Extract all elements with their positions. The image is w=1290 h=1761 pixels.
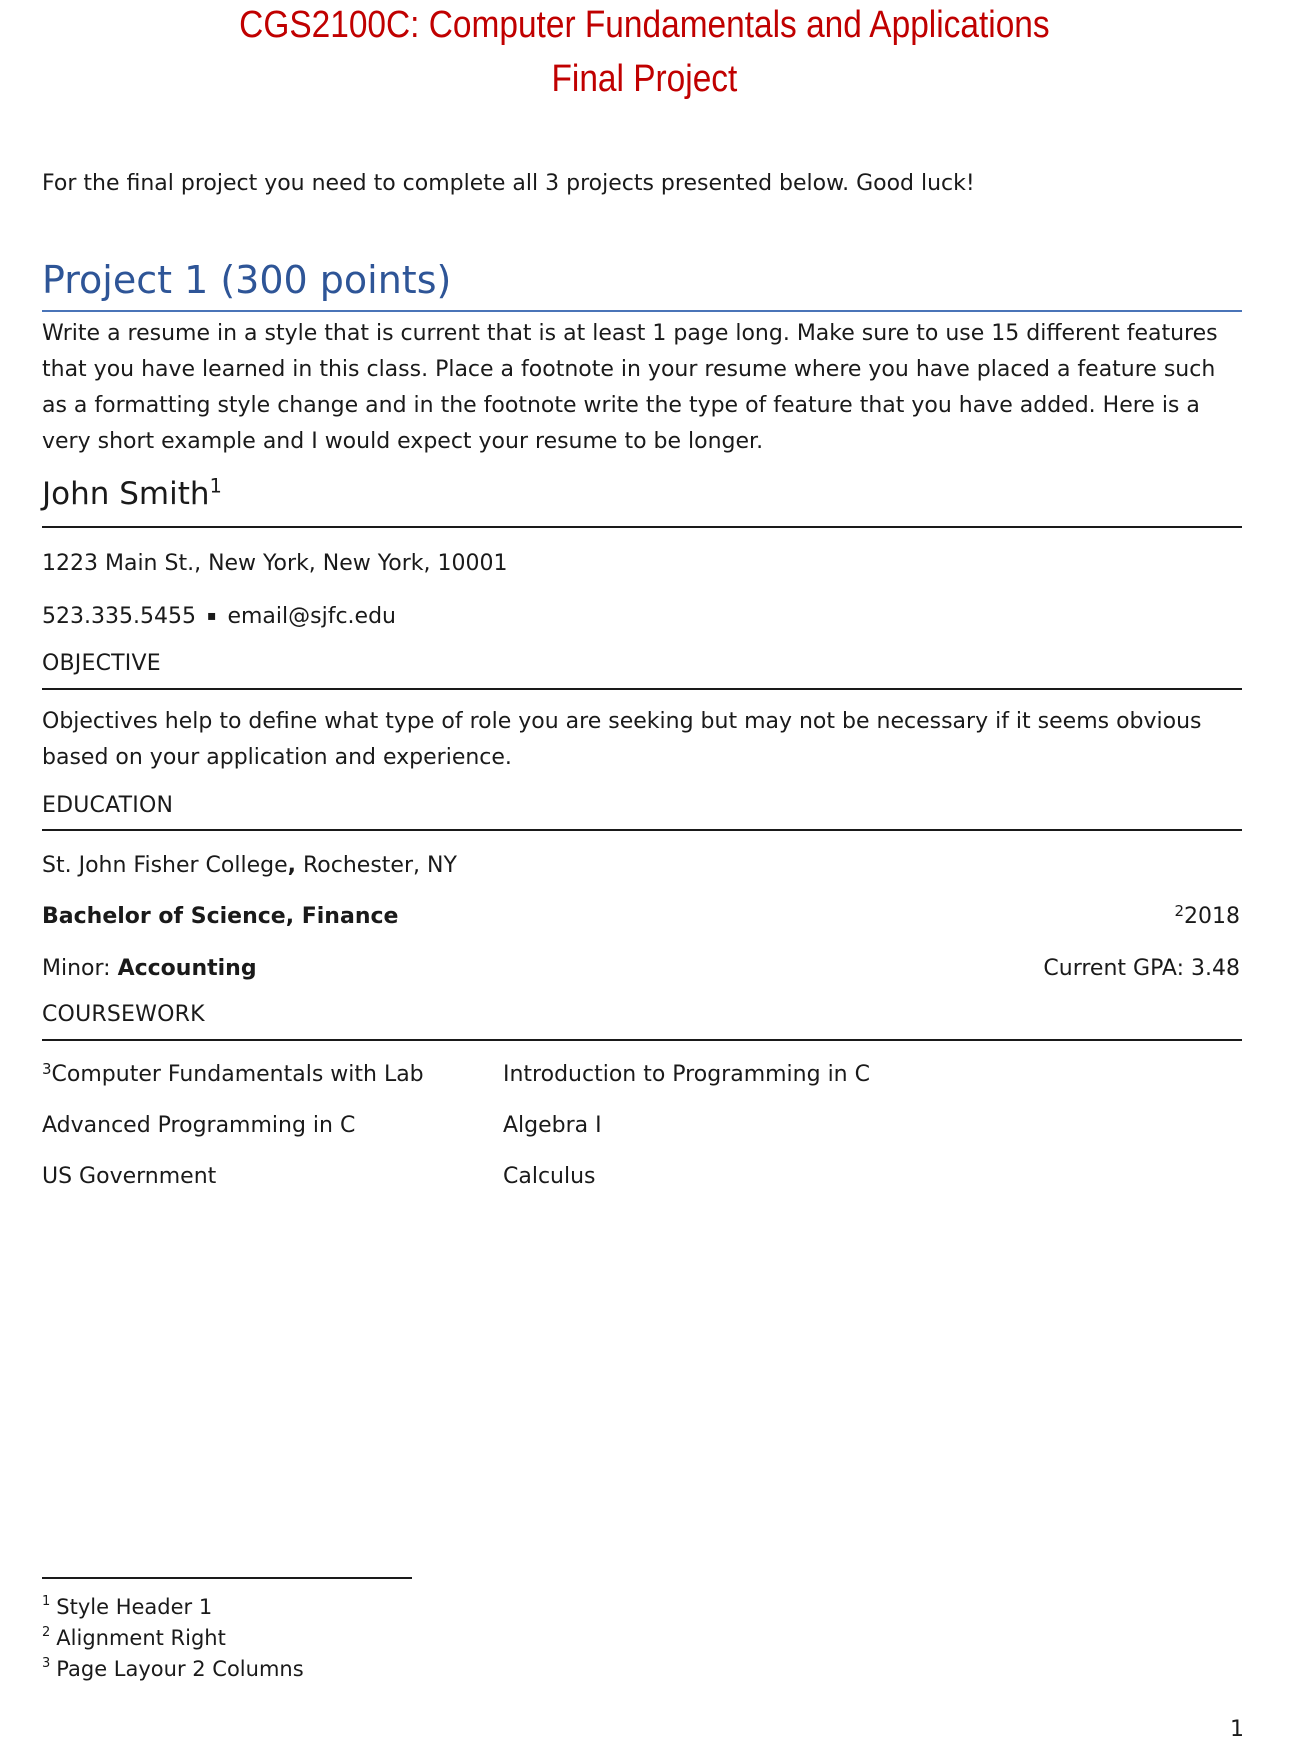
graduation-year: 2018 (1184, 904, 1240, 929)
education-minor (42, 951, 257, 987)
intro-text: For the final project you need to complete all 3 projects presented below. Good luck! (42, 171, 975, 196)
coursework-rule (42, 1039, 1242, 1041)
resume-contact (42, 598, 396, 635)
resume-name (42, 476, 222, 512)
document-subtitle: Final Project (551, 58, 738, 100)
resume-name-text: John Smith (42, 476, 210, 512)
separator-bullet: ▪ (206, 608, 217, 624)
objective-label: OBJECTIVE (42, 651, 161, 676)
coursework-right-3: Calculus (503, 1164, 596, 1189)
footnote-text: Style Header 1 (56, 1595, 213, 1619)
footnote-text: Alignment Right (56, 1626, 226, 1650)
resume-email[interactable]: email@sjfc.edu (227, 604, 396, 629)
footnote-number: 1 (42, 1594, 51, 1609)
school-separator: , (287, 853, 296, 878)
coursework-right-2: Algebra I (503, 1113, 602, 1138)
education-school (42, 848, 457, 884)
page-number: 1 (1230, 1717, 1244, 1742)
coursework-left-2: Advanced Programming in C (42, 1113, 356, 1138)
resume-address: 1223 Main St., New York, New York, 10001 (42, 551, 508, 576)
education-degree: Bachelor of Science, Finance (42, 904, 399, 929)
minor-label: Minor: (42, 956, 111, 981)
objective-rule (42, 688, 1242, 690)
footnote-number: 3 (42, 1656, 51, 1671)
footnote-1 (42, 1594, 212, 1619)
objective-text: Objectives help to define what type of role you are seeking but may not be necessary if it seems obvious based on your application and experience. (42, 709, 1202, 770)
footnote-2 (42, 1625, 226, 1650)
project-1-description: Write a resume in a style that is current that is at least 1 page long. Make sure to use 15 different features that you have learned in this class. Place a footnote in your resume where you have placed a feature such as a formatting style change and in the footnote write the type of feature that you have added. Here is a very short example and I would expect your resume to be longer. (42, 321, 1218, 454)
resume-phone: 523.335.5455 (42, 604, 196, 629)
footnote-ref-3[interactable]: 3 (42, 1060, 52, 1078)
coursework-left-3: US Government (42, 1164, 217, 1189)
project-1-heading: Project 1 (300 points) (42, 258, 452, 302)
education-gpa: Current GPA: 3.48 (1043, 956, 1240, 981)
education-label: EDUCATION (42, 793, 174, 818)
coursework-left-1 (42, 1057, 424, 1093)
education-year (1174, 899, 1240, 935)
coursework-right-1: Introduction to Programming in C (503, 1062, 870, 1087)
name-rule (42, 526, 1242, 528)
minor-value: Accounting (117, 956, 257, 981)
footnote-number: 2 (42, 1625, 51, 1640)
school-location: Rochester, NY (303, 853, 457, 878)
footnote-separator (42, 1577, 412, 1579)
heading-underline (42, 310, 1242, 312)
school-name: St. John Fisher College (42, 853, 288, 878)
coursework-label: COURSEWORK (42, 1002, 205, 1027)
footnote-ref-1[interactable]: 1 (209, 474, 222, 498)
document-title: CGS2100C: Computer Fundamentals and Applications (239, 4, 1050, 46)
footnote-3 (42, 1656, 304, 1681)
footnote-text: Page Layour 2 Columns (56, 1657, 304, 1681)
course-name: Computer Fundamentals with Lab (51, 1062, 424, 1087)
footnote-ref-2[interactable]: 2 (1174, 902, 1184, 920)
education-rule (42, 829, 1242, 831)
